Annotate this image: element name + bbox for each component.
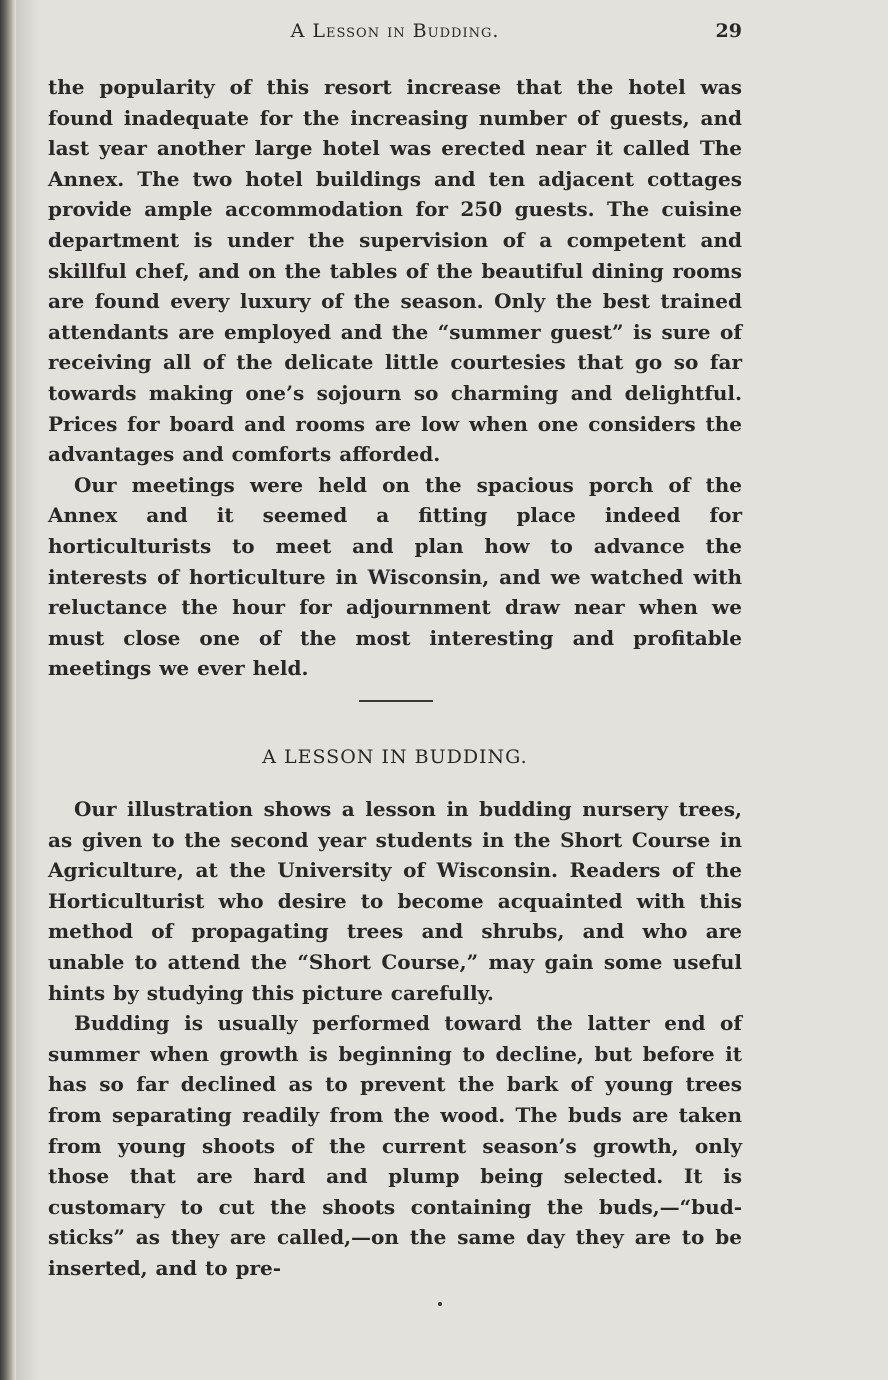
- section-heading: A LESSON IN BUDDING.: [262, 746, 528, 768]
- page-binding-edge: [0, 0, 16, 1380]
- running-head-title: A Lesson in Budding.: [290, 20, 500, 42]
- section-text-block: [48, 794, 742, 1284]
- body-paragraph: Our meetings were held on the spacious porch of the Annex and it seemed a fitting place indeed for horticulturists to meet and plan how to advance the interests of horticulture in Wisconsin, and we watched with reluctance the hour for adjournment draw near when we must close one of the most interesting and profitable meetings we ever held.: [48, 472, 742, 681]
- page-binding-shadow: [16, 0, 40, 1380]
- print-speck: [438, 1302, 442, 1306]
- continued-text-block: [48, 72, 742, 684]
- body-paragraph: the popularity of this resort increase that the hotel was found inadequate for the increasing number of guests, and last year another large hotel was erected near it called The Annex. The two hotel buildings and ten adjacent cottages provide ample accommodation for 250 guests. The cuisine department is under the supervision of a competent and skillful chef, and on the tables of the beautiful dining rooms are found every luxury of the season. Only the best trained attendants are employed and the “summer guest” is sure of receiving all of the delicate little courtesies that go so far towards making one’s sojourn so charming and delightful. Prices for board and rooms are low when one considers the advantages and comforts afforded.: [48, 75, 742, 467]
- body-paragraph: Budding is usually performed toward the latter end of summer when growth is beginning to decline, but before it has so far declined as to prevent the bark of young trees from separating readily from the wood. The buds are taken from young shoots of the current season’s growth, only those that are hard and plump being selected. It is customary to cut the shoots containing the buds,—“bud-sticks” as they are called,—on the same day they are to be inserted, and to pre-: [48, 1011, 742, 1280]
- body-paragraph: Our illustration shows a lesson in budding nursery trees, as given to the second year students in the Short Course in Agriculture, at the University of Wisconsin. Readers of the Horticulturist who desire to become acquainted with this method of propagating trees and shrubs, and who are unable to attend the “Short Course,” may gain some useful hints by studying this picture carefully.: [48, 797, 742, 1005]
- section-divider-rule: [359, 700, 433, 702]
- running-head: [48, 18, 742, 48]
- page-number: 29: [715, 20, 742, 42]
